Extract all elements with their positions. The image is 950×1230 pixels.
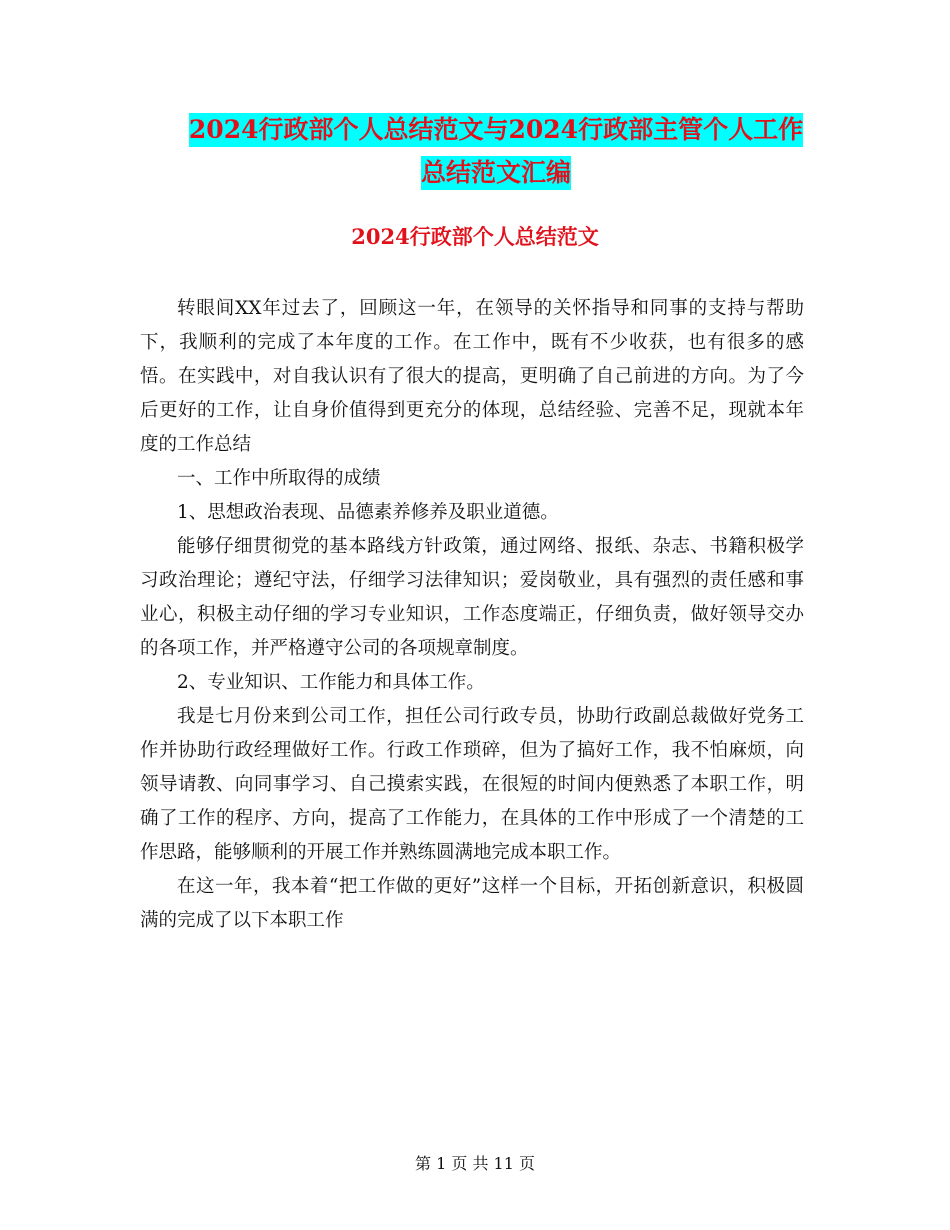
section-title: 2024行政部个人总结范文 — [351, 224, 599, 249]
paragraph-professional-skills: 我是七月份来到公司工作，担任公司行政专员，协助行政副总裁做好党务工作并协助行政经理做好工作。行政工作琐碎，但为了搞好工作，我不怕麻烦，向领导请教、向同事学习、自己摸索实践，在很短的时间内便熟悉了本职工作，明确了工作的程序、方向，提高了工作能力，在具体的工作中形成了一个清楚的工作思路，能够顺利的开展工作并熟练圆满地完成本职工作。 — [140, 706, 804, 863]
page-number-footer: 第 1 页 共 11 页 — [415, 1154, 535, 1173]
heading-achievements: 一、工作中所取得的成绩 — [177, 468, 381, 489]
document-title-highlight-1: 2024行政部个人总结范文与2024行政部主管个人工作 — [189, 113, 803, 147]
document-body — [140, 292, 804, 938]
heading-political-conduct: 1、思想政治表现、品德素养修养及职业道德。 — [177, 502, 559, 523]
paragraph-goal: 在这一年，我本着“把工作做的更好”这样一个目标，开拓创新意识，积极圆满的完成了以下本职工作 — [140, 876, 804, 931]
document-title-line-2 — [140, 159, 852, 187]
heading-professional-skills: 2、专业知识、工作能力和具体工作。 — [177, 672, 485, 693]
paragraph-intro: 转眼间XX年过去了，回顾这一年，在领导的关怀指导和同事的支持与帮助下，我顺利的完成了本年度的工作。在工作中，既有不少收获，也有很多的感悟。在实践中，对自我认识有了很大的提高，更明确了自己前进的方向。为了今后更好的工作，让自身价值得到更充分的体现，总结经验、完善不足，现就本年度的工作总结 — [140, 298, 804, 455]
document-title-line-1 — [140, 116, 852, 144]
paragraph-political-conduct: 能够仔细贯彻党的基本路线方针政策，通过网络、报纸、杂志、书籍积极学习政治理论；遵纪守法，仔细学习法律知识；爱岗敬业，具有强烈的责任感和事业心，积极主动仔细的学习专业知识，工作态度端正，仔细负责，做好领导交办的各项工作，并严格遵守公司的各项规章制度。 — [140, 536, 804, 659]
document-title-highlight-2: 总结范文汇编 — [421, 156, 571, 190]
